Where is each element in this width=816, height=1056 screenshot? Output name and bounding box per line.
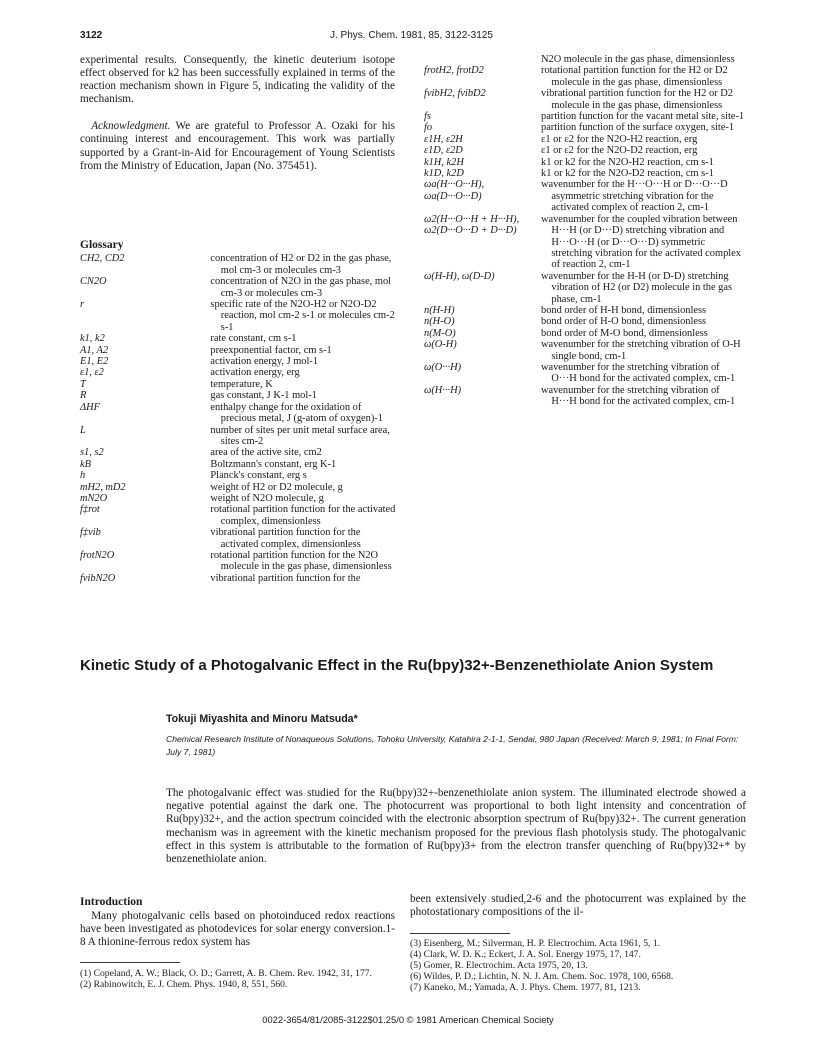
previous-article-conclusion <box>80 54 395 187</box>
glossary-definition: vibrational partition function for the H2 or D2 molecule in the gas phase, dimensionless <box>541 88 733 111</box>
glossary-symbol: CH2, CD2 <box>80 253 125 265</box>
introduction-heading: Introduction <box>80 896 143 908</box>
glossary-definition: ε1 or ε2 for the N2O-D2 reaction, erg <box>541 145 698 157</box>
glossary-entry <box>80 447 398 458</box>
footnote: (3) Eisenberg, M.; Silverman, H. P. Electrochim. Acta 1961, 5, 1. <box>410 938 661 949</box>
glossary-entry <box>424 54 746 65</box>
glossary-symbol: k1, k2 <box>80 333 105 345</box>
article-title: Kinetic Study of a Photogalvanic Effect in the Ru(bpy)32+-Benzenethiolate Anion System <box>80 657 714 674</box>
glossary-definition: N2O molecule in the gas phase, dimensionless <box>541 54 735 65</box>
glossary-title: Glossary <box>80 239 124 251</box>
glossary-symbol: ΔHF <box>80 401 100 413</box>
article-abstract: The photogalvanic effect was studied for the Ru(bpy)32+-benzenethiolate anion system. The illuminated electrode showed a negative potential against the dark one. The photocurrent was proportional to both light intensity and concentration of Ru(bpy)32+, and the action spectrum coincided with the electronic absorption spectrum of Ru(bpy)32+. The current generation mechanism was in agreement with the kinetic mechanism proposed for the previous flash photolysis study. The photogalvanic effect in this system is attributable to the formation of Ru(bpy)3+ from the electron transfer quenching of Ru(bpy)32+* by benzenethiolate anion. <box>166 787 746 866</box>
glossary-symbol: frotH2, frotD2 <box>424 65 484 77</box>
glossary-definition: temperature, K <box>210 378 273 390</box>
glossary-entry <box>424 134 746 145</box>
glossary-entry <box>80 276 398 299</box>
glossary-definition: enthalpy change for the oxidation of precious metal, J (g-atom of oxygen)-1 <box>210 401 383 425</box>
glossary-definition: partition function for the vacant metal site, site-1 <box>541 111 745 123</box>
glossary-symbol: R <box>80 390 87 402</box>
glossary-entry <box>424 179 746 213</box>
glossary-symbol: h <box>80 470 86 482</box>
glossary-symbol: mH2, mD2 <box>80 481 126 493</box>
glossary-entry <box>424 214 746 271</box>
footnote-divider-right <box>410 933 510 934</box>
glossary-definition: rate constant, cm s-1 <box>210 333 297 345</box>
glossary-symbol: frotN2O <box>80 549 115 561</box>
glossary-definition: partition function of the surface oxygen, site-1 <box>541 122 735 134</box>
glossary-symbol <box>424 54 541 65</box>
glossary-entry <box>80 459 398 470</box>
glossary-definition: Boltzmann's constant, erg K-1 <box>210 458 337 470</box>
glossary-definition: concentration of H2 or D2 in the gas phase, mol cm-3 or molecules cm-3 <box>210 253 392 276</box>
glossary-definition: vibrational partition function for the <box>210 572 361 584</box>
glossary-definition: area of the active site, cm2 <box>210 447 322 459</box>
glossary-entry <box>424 157 746 168</box>
glossary-symbol: mN2O <box>80 492 108 504</box>
glossary-entry <box>80 527 398 550</box>
footnote: (6) Wildes, P. D.; Lichtin, N. N. J. Am. Chem. Soc. 1978, 100, 6568. <box>410 971 674 982</box>
glossary-entry <box>80 425 398 448</box>
glossary-symbol: ω(H···H) <box>424 384 462 396</box>
footnote: (7) Kaneko, M.; Yamada, A. J. Phys. Chem. 1977, 81, 1213. <box>410 982 641 993</box>
glossary-symbol: n(H-O) <box>424 316 455 328</box>
glossary-definition: wavenumber for the stretching vibration of O···H bond for the activated complex, cm-1 <box>541 361 736 385</box>
glossary-entry <box>424 328 746 339</box>
glossary-symbol: k1D, k2D <box>424 168 464 180</box>
glossary-entry <box>424 122 746 133</box>
article-affiliation: Chemical Research Institute of Nonaqueous Solutions, Tohoku University, Katahira 2-1-1, Sendai, 980 Japan (Received: March 9, 1981; In Final Form: July 7, 1981) <box>166 734 739 757</box>
glossary-symbol: kB <box>80 458 91 470</box>
glossary-symbol: ε1H, ε2H <box>424 133 463 145</box>
footnote: (1) Copeland, A. W.; Black, O. D.; Garrett, A. B. Chem. Rev. 1942, 31, 177. <box>80 968 372 979</box>
glossary-entry <box>80 550 398 573</box>
glossary-entry <box>80 333 398 344</box>
glossary-entry <box>80 390 398 401</box>
page-number: 3122 <box>80 30 103 41</box>
glossary-entry <box>80 482 398 493</box>
glossary-symbol: n(H-H) <box>424 304 455 316</box>
glossary-definition: concentration of N2O in the gas phase, mol cm-3 or molecules cm-3 <box>210 276 392 299</box>
glossary-left-list <box>80 253 398 584</box>
article-authors: Tokuji Miyashita and Minoru Matsuda* <box>166 713 358 725</box>
glossary-definition: wavenumber for the coupled vibration between H···H (or D···D) stretching vibration and H···O···H (or D···O···D) symmetric stretching vibration for the activated complex of reaction 2, cm-1 <box>541 213 741 271</box>
copyright-footer: 0022-3654/81/2085-3122$01.25/0 © 1981 American Chemical Society <box>262 1014 554 1025</box>
glossary-definition: preexponential factor, cm s-1 <box>210 344 332 356</box>
glossary-entry <box>424 385 746 408</box>
glossary-entry <box>424 339 746 362</box>
acknowledgment-text: We are grateful to Professor A. Ozaki for his continuing interest and encouragement. This work was partially supported by a Grant-in-Aid for Encouragement of Young Scientists from the Ministry of Education, Japan (No. 375451). <box>80 120 395 172</box>
footnote: (5) Gomer, R. Electrochim. Acta 1975, 20, 13. <box>410 960 588 971</box>
glossary-definition: number of sites per unit metal surface area, sites cm-2 <box>210 424 390 447</box>
glossary-entry <box>424 316 746 327</box>
footnotes-right <box>410 938 746 993</box>
glossary-definition: bond order of H-O bond, dimensionless <box>541 316 707 328</box>
acknowledgment-label: Acknowledgment. <box>91 120 171 133</box>
glossary-left-column <box>80 240 398 584</box>
page-header <box>80 30 745 44</box>
acknowledgment <box>80 120 395 172</box>
glossary-symbol: r <box>80 299 85 311</box>
glossary-definition: rotational partition function for the H2 or D2 molecule in the gas phase, dimensionless <box>541 65 728 88</box>
glossary-definition: bond order of H-H bond, dimensionless <box>541 304 707 316</box>
glossary-right-list <box>424 54 746 408</box>
glossary-definition: activation energy, J mol-1 <box>210 356 319 368</box>
glossary-entry <box>80 253 398 276</box>
glossary-definition: Planck's constant, erg s <box>210 470 307 482</box>
glossary-symbol: ωa(H···O···H), ωa(D···O···D) <box>424 179 485 202</box>
glossary-definition: specific rate of the N2O-H2 or N2O-D2 reaction, mol cm-2 s-1 or molecules cm-2 s-1 <box>210 299 395 333</box>
glossary-symbol: s1, s2 <box>80 447 104 459</box>
glossary-symbol: CN2O <box>80 276 107 288</box>
glossary-entry <box>424 362 746 385</box>
glossary-symbol: L <box>80 424 86 436</box>
glossary-entry <box>424 271 746 305</box>
footnote-divider-left <box>80 962 180 963</box>
glossary-entry <box>80 402 398 425</box>
glossary-definition: rotational partition function for the N2O molecule in the gas phase, dimensionless <box>210 549 392 573</box>
glossary-entry <box>80 356 398 367</box>
glossary-entry <box>80 299 398 333</box>
glossary-symbol: n(M-O) <box>424 327 456 339</box>
glossary-definition: activation energy, erg <box>210 367 300 379</box>
conclusion-paragraph: experimental results. Consequently, the kinetic deuterium isotope effect observed for k2 has been successfully explained in terms of the reaction mechanism shown in Figure 5, indicating the validity of the mechanism. <box>80 54 395 106</box>
glossary-entry <box>80 573 398 584</box>
glossary-entry <box>80 504 398 527</box>
glossary-symbol: fo <box>424 122 433 134</box>
glossary-entry <box>424 88 746 111</box>
glossary-definition: wavenumber for the H-H (or D-D) stretching vibration of H2 (or D2) molecule in the gas phase, cm-1 <box>541 270 733 305</box>
glossary-symbol: T <box>80 378 86 390</box>
glossary-definition: weight of H2 or D2 molecule, g <box>210 481 343 493</box>
glossary-symbol: fvibH2, fvibD2 <box>424 88 486 100</box>
glossary-symbol: fvibN2O <box>80 572 116 584</box>
glossary-definition: k1 or k2 for the N2O-H2 reaction, cm s-1 <box>541 156 714 168</box>
glossary-definition: gas constant, J K-1 mol-1 <box>210 390 317 402</box>
footnotes-left <box>80 968 395 990</box>
glossary-definition: wavenumber for the H···O···H or D···O···D asymmetric stretching vibration for the activated complex of reaction 2, cm-1 <box>541 179 728 214</box>
glossary-symbol: fs <box>424 111 431 123</box>
glossary-entry <box>80 367 398 378</box>
glossary-entry <box>424 168 746 179</box>
glossary-symbol: ω(O···H) <box>424 361 462 373</box>
glossary-symbol: ω(O-H) <box>424 339 457 351</box>
glossary-symbol: ω2(H···O···H + H···H), ω2(D···O···D + D···D) <box>424 213 520 237</box>
glossary-entry <box>424 305 746 316</box>
glossary-symbol: ω(H-H), ω(D-D) <box>424 270 495 282</box>
glossary-symbol: A1, A2 <box>80 344 109 356</box>
glossary-entry <box>424 65 746 88</box>
glossary-definition: wavenumber for the stretching vibration of O-H single bond, cm-1 <box>541 339 741 362</box>
glossary-symbol: ε1, ε2 <box>80 367 104 379</box>
introduction-text-left: Many photogalvanic cells based on photoinduced redox reactions have been investigated as photodevices for solar energy conversion.1-8 A thionine-ferrous redox system has <box>80 910 395 949</box>
glossary-definition: weight of N2O molecule, g <box>210 492 324 504</box>
footnote: (2) Rabinowitch, E. J. Chem. Phys. 1940, 8, 551, 560. <box>80 979 288 990</box>
glossary-symbol: k1H, k2H <box>424 156 464 168</box>
glossary-entry <box>80 379 398 390</box>
glossary-definition: ε1 or ε2 for the N2O-H2 reaction, erg <box>541 133 698 145</box>
glossary-definition: rotational partition function for the activated complex, dimensionless <box>210 504 396 527</box>
glossary-entry <box>80 345 398 356</box>
glossary-definition: bond order of M-O bond, dimensionless <box>541 327 708 339</box>
glossary-entry <box>424 111 746 122</box>
introduction-text-right: been extensively studied,2-6 and the photocurrent was explained by the photostationary compositions of the il- <box>410 893 746 919</box>
glossary-definition: k1 or k2 for the N2O-D2 reaction, cm s-1 <box>541 168 714 180</box>
glossary-right-column <box>424 54 746 408</box>
glossary-symbol: f‡rot <box>80 504 100 516</box>
glossary-symbol: ε1D, ε2D <box>424 145 463 157</box>
glossary-entry <box>424 145 746 156</box>
journal-citation: J. Phys. Chem. 1981, 85, 3122-3125 <box>330 30 493 41</box>
glossary-entry <box>80 493 398 504</box>
footnote: (4) Clark, W. D. K.; Eckert, J. A. Sol. Energy 1975, 17, 147. <box>410 949 641 960</box>
glossary-definition: vibrational partition function for the activated complex, dimensionless <box>210 527 361 550</box>
glossary-symbol: E1, E2 <box>80 356 109 368</box>
glossary-definition: wavenumber for the stretching vibration of H···H bond for the activated complex, cm-1 <box>541 384 736 408</box>
glossary-entry <box>80 470 398 481</box>
glossary-symbol: f‡vib <box>80 527 101 539</box>
